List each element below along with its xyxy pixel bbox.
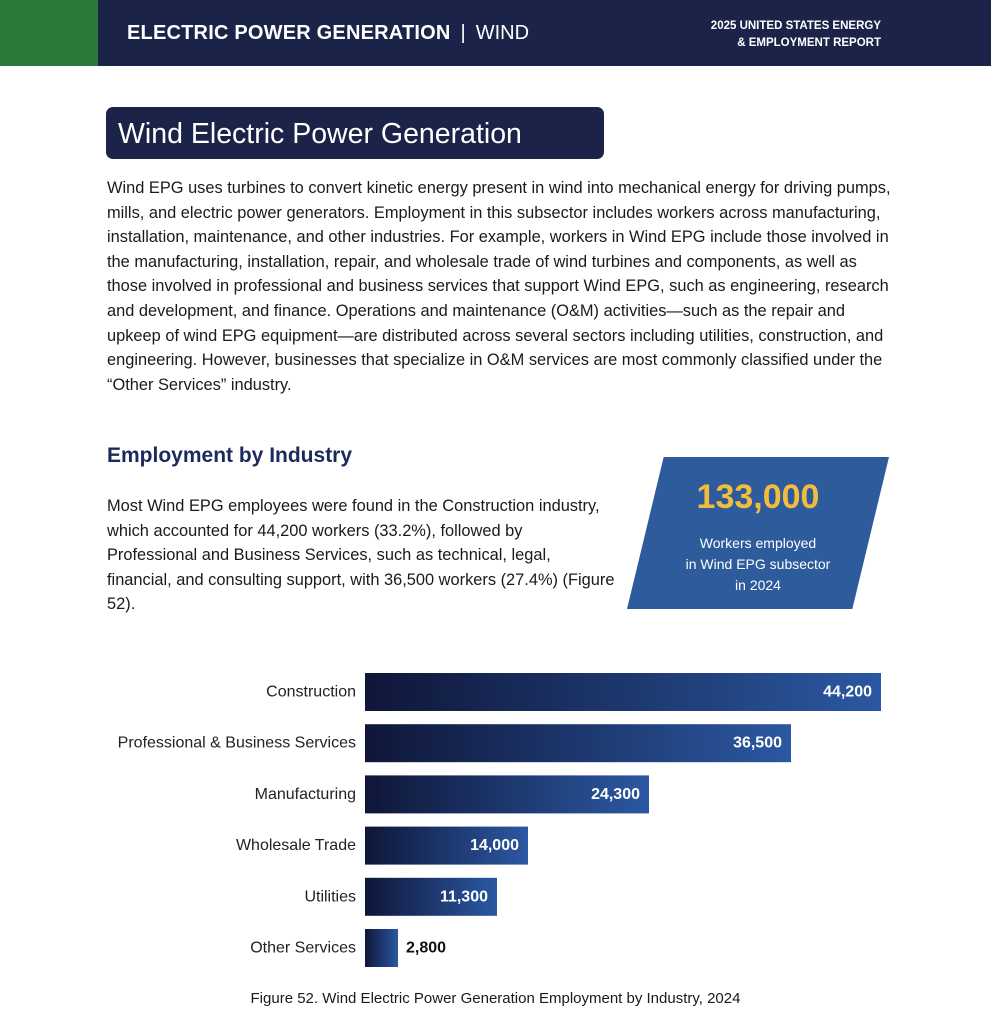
bar [365,724,791,762]
category-label: Other Services [250,939,356,957]
bar-value-label: 11,300 [439,888,488,906]
header-report-line2: & EMPLOYMENT REPORT [737,37,881,49]
intro-text [107,176,897,397]
bar-value-label: 14,000 [470,837,519,855]
section-title-box [106,107,604,159]
header-title [127,22,529,45]
chart-svg [0,660,991,980]
stat-caption-line1: Workers employed [699,535,817,551]
summary-paragraph: Most Wind EPG employees were found in the Construction industry, which accounted for 44,200 workers (33.2%), followed by Professional and Business Services, such as technical, legal, financial, and consulting support, with 36,500 workers (27.4%) (Figure 52). [107,497,615,614]
employment-bar-chart [0,660,991,980]
header-report-line1: 2025 UNITED STATES ENERGY [710,20,881,32]
bar-value-label: 44,200 [823,683,872,701]
category-label: Professional & Business Services [117,734,356,752]
stat-number: 133,000 [696,478,820,516]
page-header [0,0,991,66]
section-title: Wind Electric Power Generation [118,118,522,150]
category-label: Utilities [304,888,356,906]
bar-value-label: 36,500 [733,734,782,752]
header-accent-block [0,0,98,66]
category-label: Construction [266,683,356,701]
bar-value-label: 2,800 [406,939,447,957]
figure-caption: Figure 52. Wind Electric Power Generation Employment by Industry, 2024 [250,990,741,1007]
category-label: Manufacturing [254,785,356,803]
bar-value-label: 24,300 [591,785,640,803]
category-label: Wholesale Trade [235,837,356,855]
header-subsection: WIND [475,22,530,44]
stat-caption [627,533,889,596]
stat-caption-line3: in 2024 [735,577,781,593]
stat-caption-line2: in Wind EPG subsector [685,556,831,572]
intro-paragraph: Wind EPG uses turbines to convert kinetic energy present in wind into mechanical energy for driving pumps, mills, and electric power generators. Employment in this subsector includes workers across manufacturing, installation, maintenance, and other industries. For example, workers in Wind EPG include those involved in the manufacturing, installation, repair, and wholesale trade of wind turbines and components, as well as those involved in professional and business services that support Wind EPG, such as engineering, research and development, and finance. Operations and maintenance (O&M) activities—such as the repair and upkeep of wind EPG equipment—are distributed across several sectors including utilities, construction, and engineering. However, businesses that specialize in O&M services are most commonly classified under the “Other Services” industry. [107,179,891,394]
header-separator: | [460,22,466,44]
bar [365,929,398,967]
employment-summary [107,494,615,617]
header-section: ELECTRIC POWER GENERATION [127,22,451,44]
bar [365,673,881,711]
header-report-name [711,18,881,52]
employment-heading: Employment by Industry [107,444,353,467]
